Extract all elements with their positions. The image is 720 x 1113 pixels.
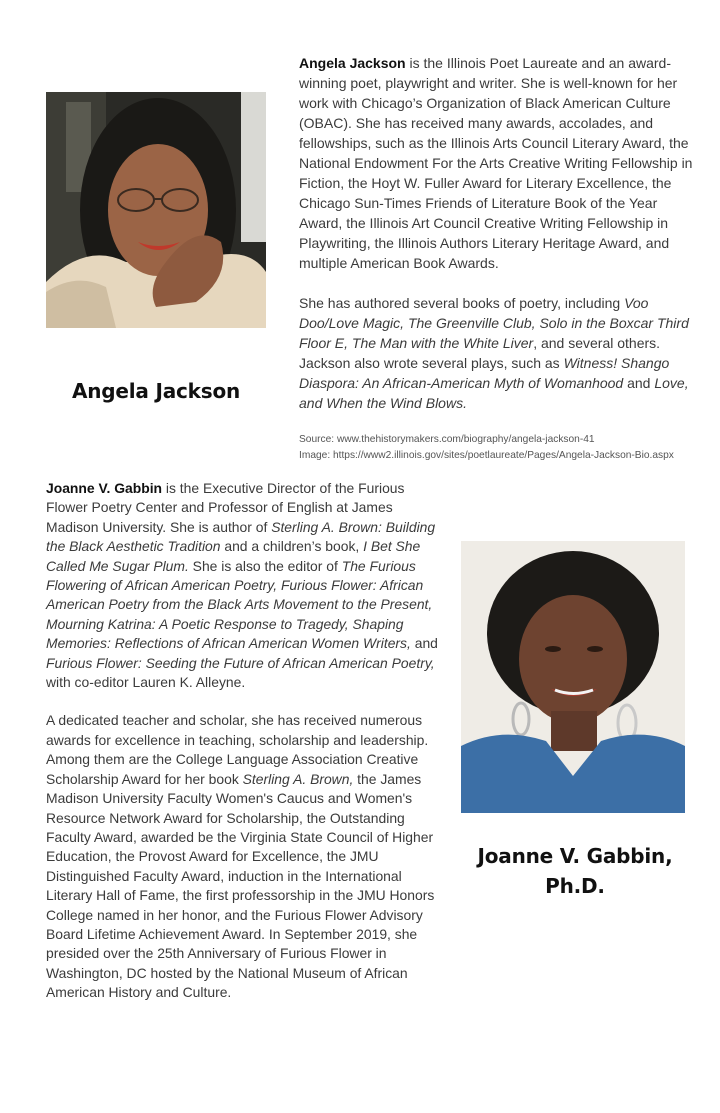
joanne-bio-paragraph-2 (46, 711, 444, 1002)
angela-bio2-title-play-1: Witness! Shango Diaspora: An African-American Myth of Womanhood (299, 355, 670, 391)
joanne-bio-title-3: The Furious Flowering of African American Poetry, Furious Flower: African American Poetry from the Black Arts Movement to the Present, Mourning Katrina: A Poetic Response to Tragedy, Shaping Memories: Reflections of African American Women Writers, (46, 557, 433, 652)
angela-bio-paragraph-1 (299, 53, 699, 273)
joanne-bio-text-4: and (410, 635, 438, 652)
joanne-bio-text-1: is the Executive Director of the Furious Flower Poetry Center and Professor of English at James Madison University. She is author of (46, 480, 405, 535)
angela-jackson-bio (299, 53, 699, 413)
joanne-bio-title-2: I Bet She Called Me Sugar Plum. (46, 538, 421, 574)
angela-bio-text: is the Illinois Poet Laureate and an award-winning poet, playwright and writer. She is well-known for her work with Chicago’s Organization of Black American Culture (OBAC). She has received many awards, accolades, and fellowships, such as the Illinois Arts Council Literary Award, the National Endowment For the Arts Creative Writing Fellowship in Fiction, the Hoyt W. Fuller Award for Literary Excellence, the Chicago Sun-Times Friends of Literature Book of the Year Award, the Illinois Art Council Creative Writing Fellowship in Playwriting, the Illinois Authors Literary Heritage Award, and multiple American Book Awards. (299, 55, 693, 271)
angela-source-credits (299, 432, 709, 464)
joanne-gabbin-photo (461, 541, 685, 813)
angela-bio2-text-1: She has authored several books of poetry, including (299, 295, 625, 311)
joanne-bio-text-2: and a children’s book, (220, 538, 364, 555)
angela-bio2-titles-poetry: Voo Doo/Love Magic, The Greenville Club, Solo in the Boxcar Third Floor E, The Man with the White Liver (299, 295, 689, 351)
angela-bio2-text-2: , and several others. Jackson also wrote several plays, such as (299, 335, 661, 371)
angela-bio-name: Angela Jackson (299, 55, 406, 71)
angela-bio-paragraph-2 (299, 293, 699, 413)
source-line: Source: www.thehistorymakers.com/biography/angela-jackson-41 (299, 434, 595, 445)
joanne-bio-text-5: with co-editor Lauren K. Alleyne. (46, 674, 246, 691)
joanne-gabbin-name: Joanne V. Gabbin, Ph.D. (477, 844, 673, 898)
angela-bio2-title-play-2: Love, and When the Wind Blows. (299, 375, 689, 411)
joanne-bio2-text-1: A dedicated teacher and scholar, she has received numerous awards for excellence in teaching, scholarship and leadership. Among them are the College Language Association Creative Scholarship Award for her book (46, 712, 429, 787)
joanne-bio-text-3: She is also the editor of (188, 557, 342, 574)
joanne-bio-title-1: Sterling A. Brown: Building the Black Aesthetic Tradition (46, 518, 436, 555)
joanne-bio2-title: Sterling A. Brown, (242, 770, 354, 787)
angela-jackson-name: Angela Jackson (71, 379, 241, 403)
image-credit-line: Image: https://www2.illinois.gov/sites/poetlaureate/Pages/Angela-Jackson-Bio.aspx (299, 450, 674, 461)
joanne-bio-paragraph-1 (46, 479, 444, 692)
angela-jackson-photo (46, 92, 266, 328)
joanne-bio2-text-2: the James Madison University Faculty Women's Caucus and Women's Resource Network Award for Scholarship, the Outstanding Faculty Award, awarded be the Virginia State Council of Higher Education, the Provost Award for Excellence, the JMU Distinguished Faculty Award, induction in the International Literary Hall of Fame, the first professorship in the JMU Honors College named in her honor, and the Furious Flower Advisory Board Lifetime Achievement Award. In September 2019, she presided over the 25th Anniversary of Furious Flower in Washington, DC hosted by the National Museum of African American History and Culture. (46, 770, 435, 1001)
joanne-gabbin-bio (46, 479, 444, 1003)
angela-bio2-text-3: and (623, 375, 655, 391)
joanne-bio-title-4: Furious Flower: Seeding the Future of African American Poetry, (46, 654, 435, 671)
joanne-bio-name: Joanne V. Gabbin (46, 480, 163, 496)
